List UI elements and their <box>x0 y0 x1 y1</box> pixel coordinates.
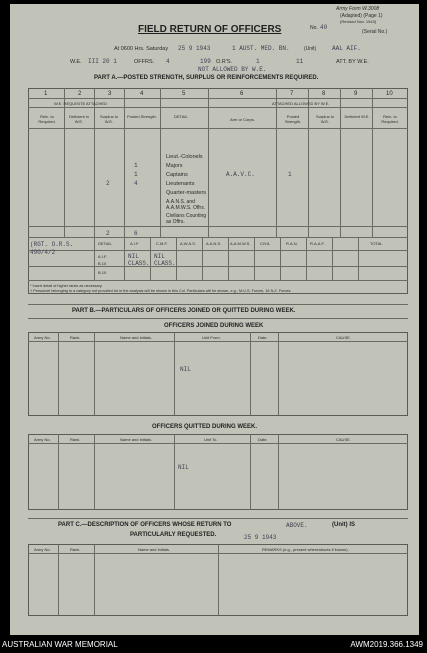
quitted-col: Date. <box>258 437 268 442</box>
form-number: Army Form W.3008 <box>336 6 380 12</box>
part-c-date: 25 9 1943 <box>244 534 277 541</box>
rank-row: Lieutenants <box>166 181 195 187</box>
subheader: Surplus to W.E. <box>315 114 334 124</box>
part-c-unit-is: (Unit) IS <box>332 522 355 528</box>
detail-header: A.W.A.S. <box>180 241 197 246</box>
subheader: Deficient in W.E. <box>69 114 89 124</box>
detail-header: R.A.A.F. <box>310 241 325 246</box>
subheader: Rein. to Required. <box>381 114 399 124</box>
rank-row: Majors <box>166 163 183 169</box>
footer-right: AWM2019.366.1349 <box>350 640 423 649</box>
at-label: At 0600 Hrs. Saturday <box>114 46 169 52</box>
col-number: 5 <box>182 91 186 97</box>
subheader: Deficient W.E. <box>344 114 370 119</box>
detail-header: DETAIL <box>98 241 112 246</box>
ors-typed: 199 <box>200 58 211 65</box>
joined-table <box>28 332 408 416</box>
rank-row: Captains <box>166 172 188 178</box>
note-1: * Insert detail of higher ranks as necessary. <box>30 284 103 288</box>
joined-col: Name and Initials. <box>120 335 153 340</box>
rank-row: Lieut.-Colonels <box>166 154 203 160</box>
part-b-title: PART B.—PARTICULARS OF OFFICERS JOINED OR QUITTED DURING WEEK. <box>72 308 296 314</box>
subheader: DETAIL <box>174 114 188 119</box>
rank-row: Civilians Counting as Offrs. <box>166 213 207 225</box>
offrs2-typed: 1 <box>256 58 260 65</box>
part-c-above: ABOVE. <box>286 522 308 529</box>
part-c-col: Rank. <box>70 547 81 552</box>
col-number: 7 <box>290 91 294 97</box>
total-typed: 2 <box>106 230 110 237</box>
we-typed: III 20 1 <box>88 58 117 65</box>
detail-row-label: B.10 <box>98 270 107 275</box>
quitted-col: Unit To. <box>204 437 218 442</box>
quitted-col: Name and Initials. <box>120 437 153 442</box>
col-number: 6 <box>240 91 244 97</box>
detail-header: R.A.N. <box>286 241 298 246</box>
quitted-nil: NIL <box>178 464 189 471</box>
typed-value: 1 <box>288 171 292 178</box>
part-a-title: PART A.—POSTED STRENGTH, SURPLUS OR REINFORCEMENTS REQUIRED. <box>94 75 319 81</box>
subheader: Posted Strength. <box>284 114 302 124</box>
joined-col: CAUSE. <box>336 335 351 340</box>
col-number: 2 <box>78 91 82 97</box>
quitted-col: CAUSE. <box>336 437 351 442</box>
no-typed: 40 <box>320 24 328 31</box>
quitted-col: Army No. <box>34 437 51 442</box>
form-sheet <box>10 4 419 635</box>
aif-typed: AAL AIF. <box>332 45 361 52</box>
att-label: ATT. BY W.E. <box>336 59 369 65</box>
form-revised: (Revised Nov. 1943) <box>340 19 377 24</box>
serial-no-label: (Serial No.) <box>362 29 388 35</box>
subheader: Rein. to Required. <box>38 114 56 124</box>
footer-bar <box>0 637 427 653</box>
joined-col: Army No. <box>34 335 51 340</box>
part-c-col: Name and Initials. <box>138 547 171 552</box>
unit-typed: 1 AUST. MED. BN. <box>232 45 290 52</box>
rank-row: A.A.N.S. and A.A.M.W.S. Offrs. <box>166 199 206 211</box>
offrs-label: OFFRS. <box>134 59 155 65</box>
part-c-requested: PARTICULARLY REQUESTED. <box>130 532 217 538</box>
detail-header: CIVIL <box>260 241 271 246</box>
form-title: FIELD RETURN OF OFFICERS <box>138 24 282 35</box>
allowed-typed: NOT ALLOWED BY W.E. <box>198 66 267 73</box>
joined-col: Rank. <box>70 335 81 340</box>
detail-row-label: A.I.F. <box>98 254 108 259</box>
total-typed: 6 <box>134 230 138 237</box>
col-number: 3 <box>108 91 112 97</box>
we-label: W.E. <box>70 59 82 65</box>
detail-typed: NIL <box>128 253 139 260</box>
detail-header: A.A.N.S. <box>206 241 222 246</box>
stamp-2: 490/4/2 <box>30 249 56 256</box>
col-number: 8 <box>322 91 326 97</box>
unit-suffix: (Unit) <box>304 46 317 52</box>
stamp: (RGT. O.R.S. <box>30 241 74 248</box>
part-c-title: PART C.—DESCRIPTION OF OFFICERS WHOSE RETURN TO <box>58 522 232 528</box>
att-header: ATTACHED ALLOWED BY W.E. <box>272 101 330 106</box>
joined-nil: NIL <box>180 366 191 373</box>
rank-row: Quarter-masters <box>166 190 207 196</box>
detail-header: A.A.M.W.S. <box>230 241 251 246</box>
note-2: † Personnel belonging to a category not provided for in the analysis will be shown in this Col. Particulars will be shown, e.g., M.U.S. Forces, 16 N.Z. Forces. <box>30 289 292 293</box>
joined-col: Unit From. <box>202 335 221 340</box>
ors-label: O.R'S. <box>216 59 233 65</box>
subheader: Posted Strength. <box>127 114 157 119</box>
col-number: 4 <box>140 91 144 97</box>
subheader: Surplus to W.E. <box>99 114 118 124</box>
col-number: 10 <box>386 91 393 97</box>
col-number: 1 <box>44 91 48 97</box>
detail-typed: CLASS. <box>128 260 150 267</box>
part-c-col: REMARKS (e.g., present whereabouts if known). <box>262 547 349 552</box>
we-header: W.E. REQUISITE ATTACHED <box>54 101 107 106</box>
typed-value: 1 <box>134 171 138 178</box>
we-offrs-typed: 4 <box>166 58 170 65</box>
part-c-col: Army No. <box>34 547 51 552</box>
footer-left: AUSTRALIAN WAR MEMORIAL <box>2 640 118 649</box>
joined-title: OFFICERS JOINED DURING WEEK <box>164 323 264 329</box>
ors2-typed: 11 <box>296 58 304 65</box>
date-typed: 25 9 1943 <box>178 45 211 52</box>
typed-value: 4 <box>134 180 138 187</box>
detail-row-label: B.10 <box>98 261 107 266</box>
typed-value: 2 <box>106 180 110 187</box>
col-number: 9 <box>354 91 358 97</box>
form-adapted: (Adapted) (Page 1) <box>340 13 383 19</box>
detail-header: TOTAL <box>370 241 383 246</box>
detail-typed: NIL <box>154 253 165 260</box>
typed-value: A.A.V.C. <box>226 171 255 178</box>
typed-value: 1 <box>134 162 138 169</box>
joined-col: Date. <box>258 335 268 340</box>
detail-header: A.I.F. <box>130 241 140 246</box>
detail-header: C.M.F. <box>156 241 168 246</box>
quitted-col: Rank. <box>70 437 81 442</box>
no-label: No. <box>310 25 318 31</box>
detail-typed: CLASS. <box>154 260 176 267</box>
quitted-title: OFFICERS QUITTED DURING WEEK. <box>152 424 257 430</box>
quitted-table <box>28 434 408 510</box>
subheader: Arm or Corps. <box>230 117 255 122</box>
